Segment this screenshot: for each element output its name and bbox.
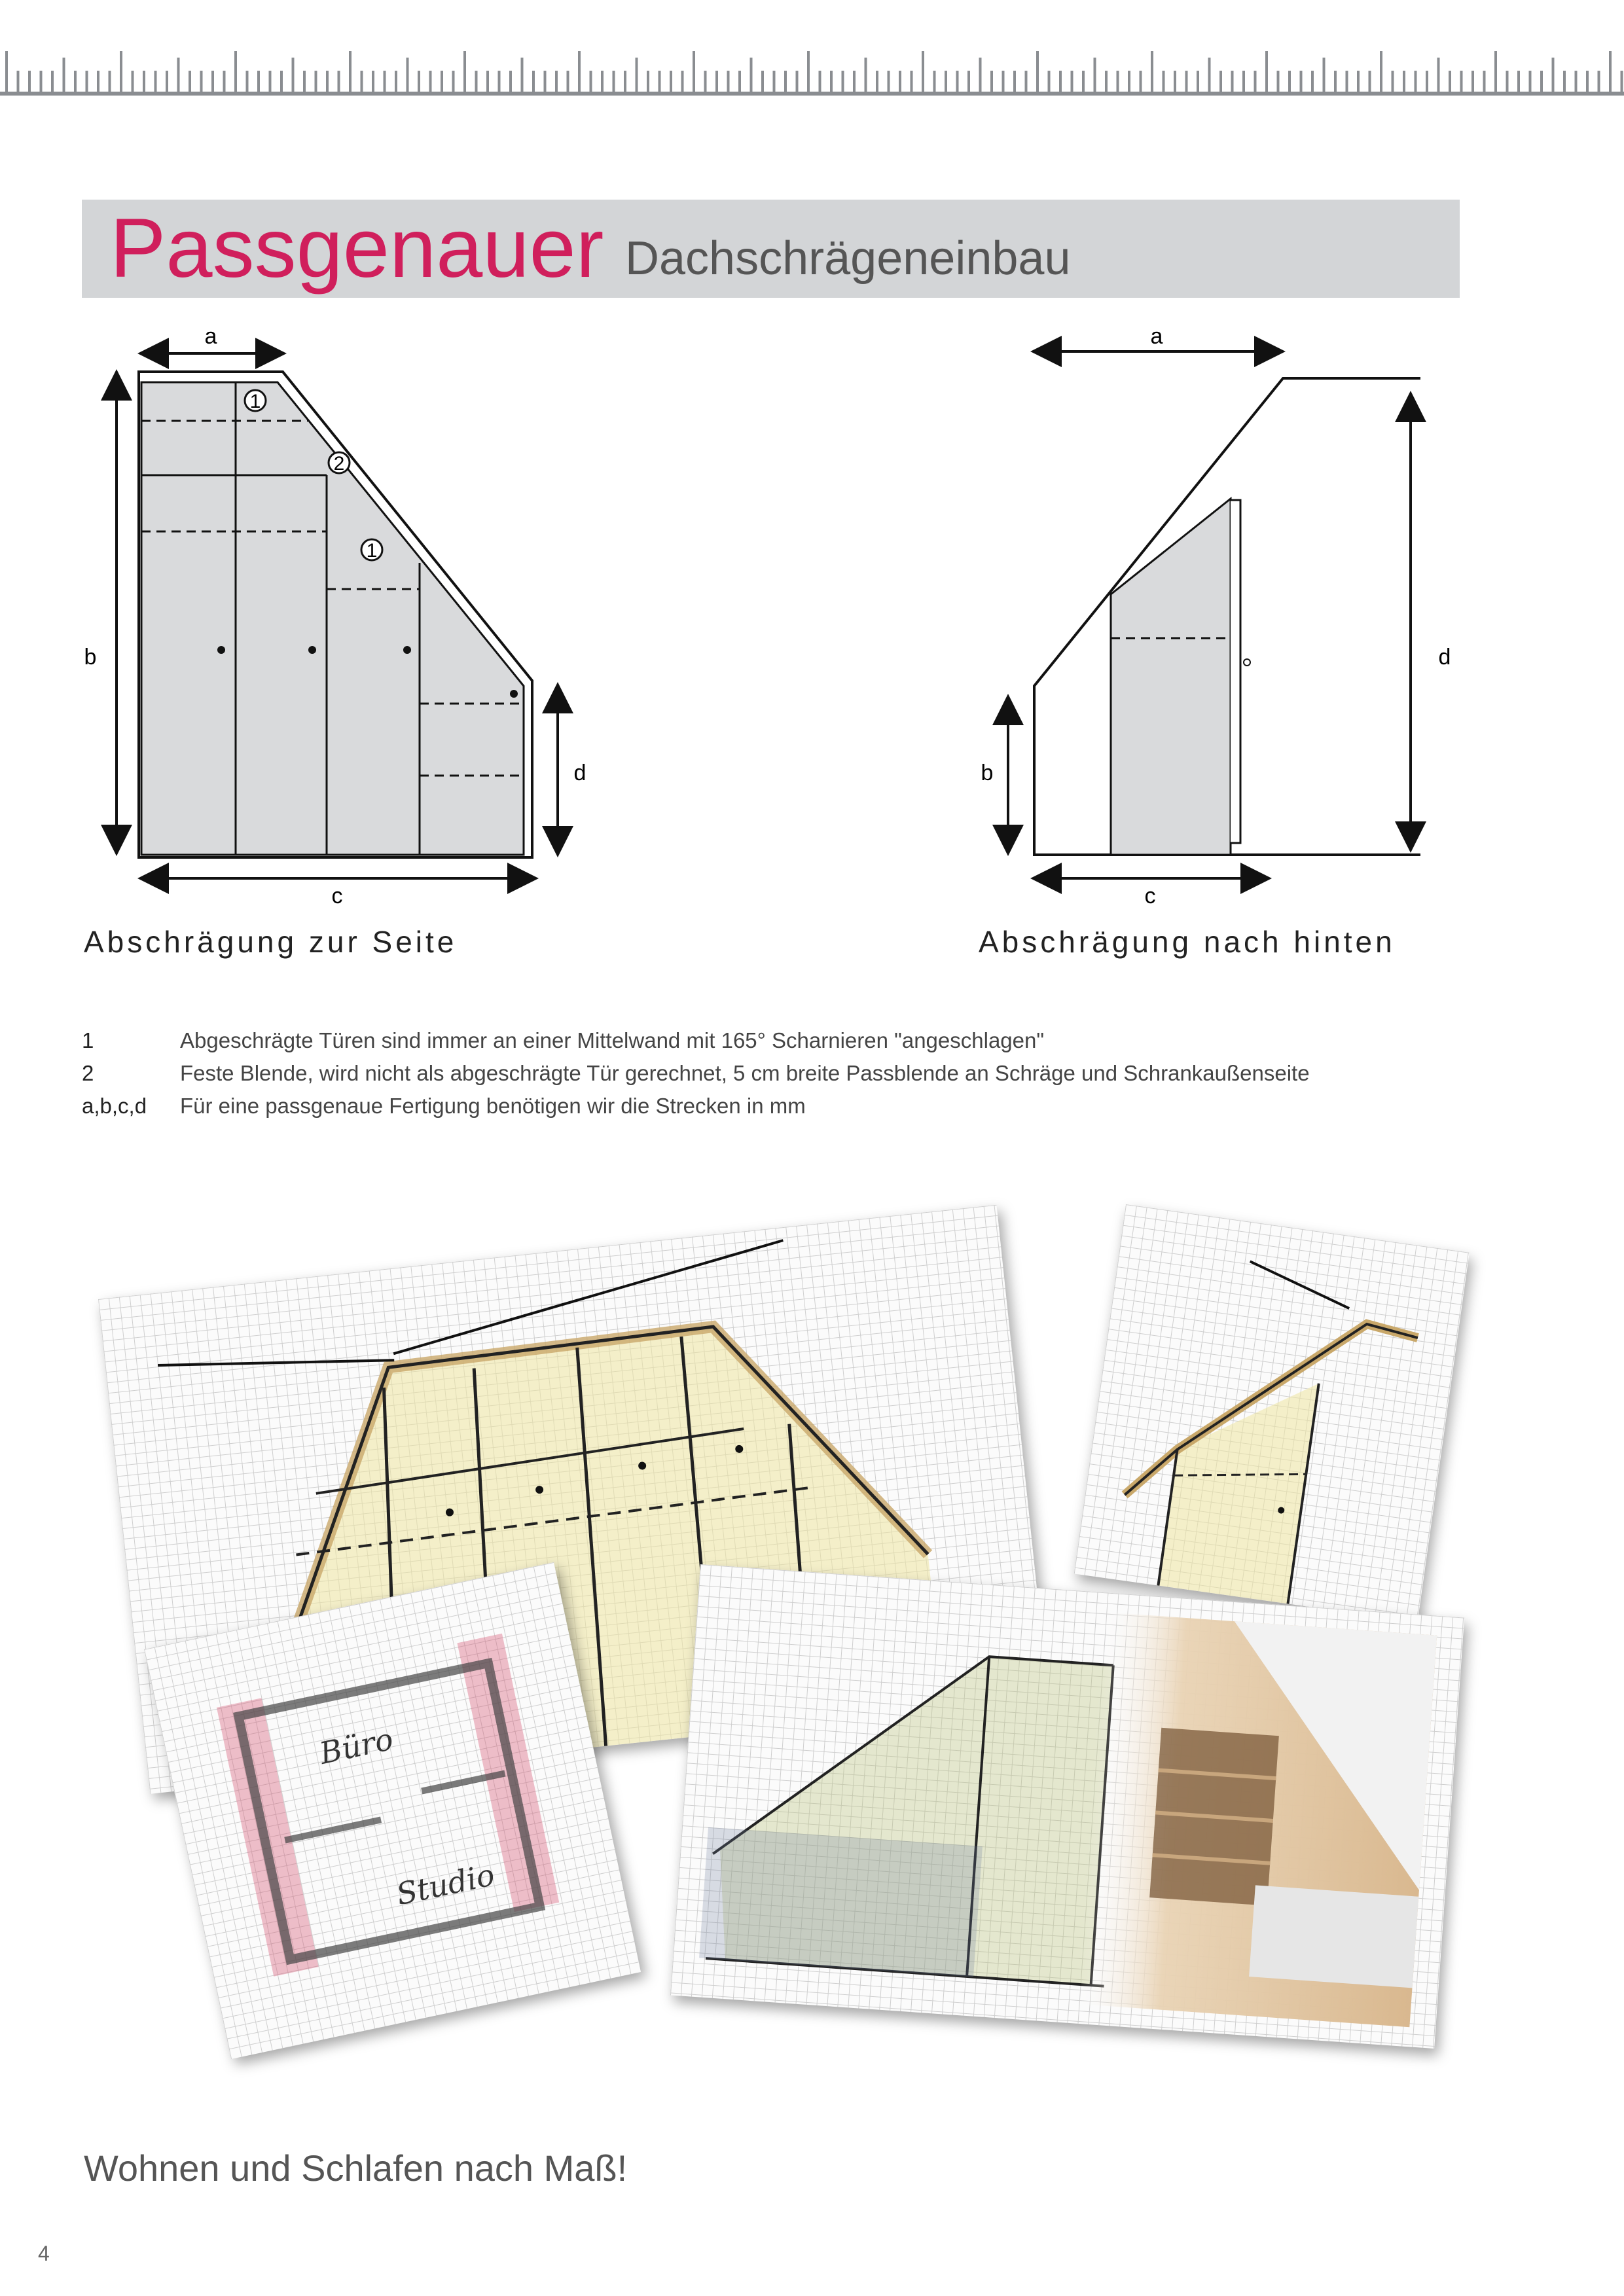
note-row <box>82 1057 1522 1090</box>
dim-label-a: a <box>204 324 217 349</box>
marker-1-mid: 1 <box>366 540 378 562</box>
sketch-sheet-floor-plan <box>144 1562 641 2059</box>
marker-2: 2 <box>333 453 345 475</box>
page-number: 4 <box>38 2242 50 2265</box>
cabinet-body <box>141 382 524 855</box>
marker-1-top: 1 <box>249 391 261 412</box>
page-subtitle: Dachschrägeneinbau <box>625 232 1071 285</box>
dim-label-b: b <box>84 645 97 670</box>
note-text: Für eine passgenaue Fertigung benötigen wir die Strecken in mm <box>180 1094 806 1118</box>
dim-label-c: c <box>331 884 343 908</box>
note-text: Abgeschrägte Türen sind immer an einer Mittelwand mit 165° Scharnieren "angeschlagen" <box>180 1028 1045 1052</box>
room-label-studio: Studio <box>393 1856 498 1912</box>
note-key: a,b,c,d <box>82 1094 147 1118</box>
cabinet-body <box>1111 499 1231 855</box>
dim-label-b: b <box>981 761 994 785</box>
dim-label-c: c <box>1144 884 1156 908</box>
page-title: Passgenauer <box>110 202 604 295</box>
notes-list <box>82 1024 1522 1122</box>
note-row <box>82 1024 1522 1057</box>
note-key: 2 <box>82 1061 94 1085</box>
note-text: Feste Blende, wird nicht als abgeschrägte Tür gerechnet, 5 cm breite Passblende an Schräge und Schrankaußenseite <box>180 1061 1310 1085</box>
dim-label-a: a <box>1150 324 1163 349</box>
ruler-decoration <box>0 0 1624 105</box>
note-row <box>82 1090 1522 1122</box>
caption-side-slope: Abschrägung zur Seite <box>84 925 458 959</box>
note-key: 1 <box>82 1028 94 1052</box>
dim-label-d: d <box>573 761 586 785</box>
sketch-sheet-back-slope <box>1074 1204 1470 1622</box>
footer-tagline: Wohnen und Schlafen nach Maß! <box>84 2147 628 2189</box>
caption-back-slope: Abschrägung nach hinten <box>979 925 1396 959</box>
diagram-side-slope <box>65 314 602 942</box>
diagram-back-slope <box>956 314 1479 942</box>
sketch-sheet-photo <box>670 1564 1464 2049</box>
room-label-buero: Büro <box>316 1721 397 1771</box>
dim-label-d: d <box>1438 645 1451 670</box>
